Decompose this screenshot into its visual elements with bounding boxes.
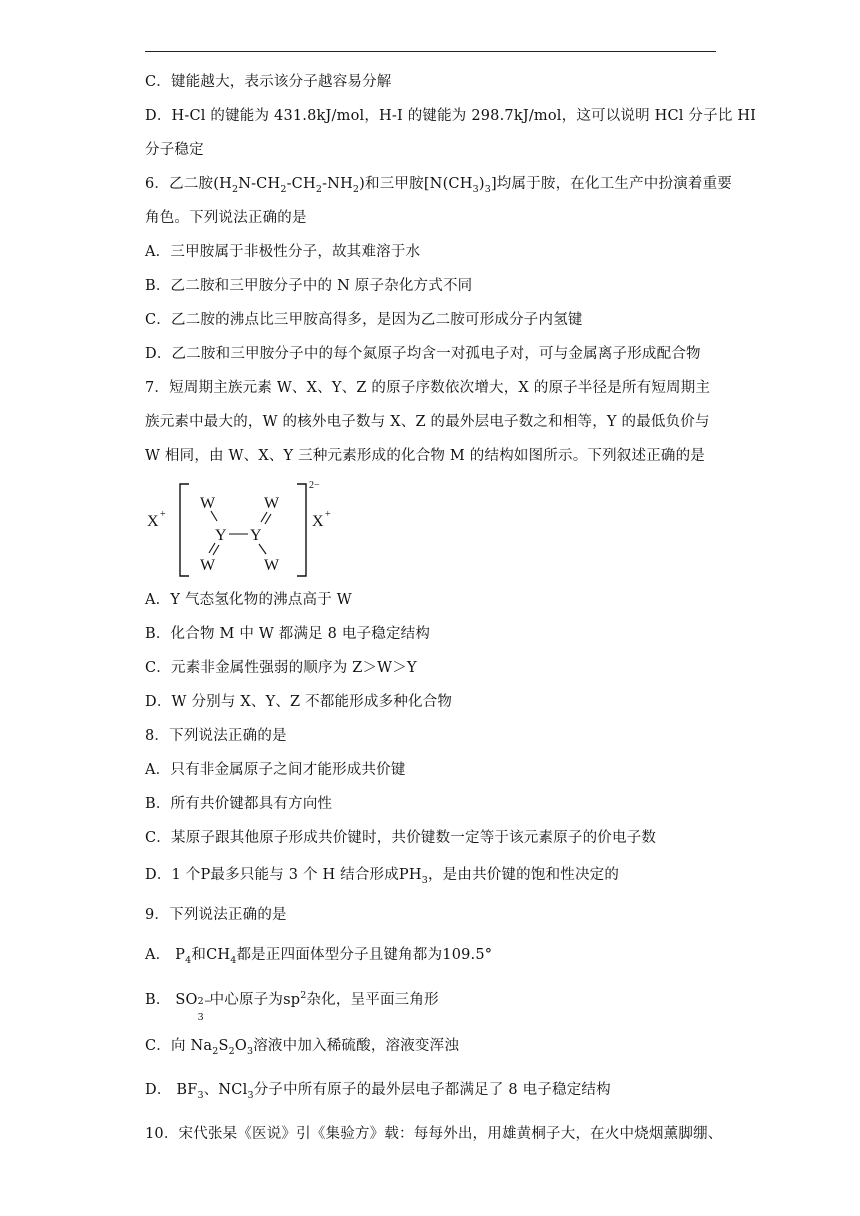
question-7-stem-2: 族元素中最大的，W 的核外电子数与 X、Z 的最外层电子数之和相等，Y 的最低负价与 — [145, 414, 710, 430]
bond-single-bottom-right — [259, 544, 266, 554]
question-7-stem-3: W 相同，由 W、X、Y 三种元素形成的化合物 M 的结构如图所示。下列叙述正确的是 — [145, 448, 705, 464]
y-atom-left: Y — [215, 527, 227, 544]
q9-option-d: D． $BF_3$、NCl$_3$分子中所有原子的最外层电子都满足了 8 电子稳定结构 — [145, 1082, 611, 1101]
q6-option-a: A．三甲胺属于非极性分子，故其难溶于水 — [145, 244, 421, 260]
bond-double-bottom-left-a — [209, 543, 215, 553]
q9-option-b: B． SO 2− 3 中心原子为$sp^2$杂化，呈平面三角形 — [145, 990, 439, 1023]
question-6-stem-continued: 角色。下列说法正确的是 — [145, 210, 307, 226]
q9-option-c: C．向 $Na_2S_2O_3$溶液中加入稀硫酸，溶液变浑浊 — [145, 1038, 460, 1057]
q8-option-b: B．所有共价键都具有方向性 — [145, 796, 333, 812]
right-cation-charge: + — [325, 509, 331, 520]
bond-double-bottom-left-b — [213, 545, 219, 555]
left-cation-symbol: X — [147, 513, 159, 530]
q9-option-a: A． $P_4$和$CH_4$都是正四面体型分子且键角都为109.5° — [145, 947, 493, 966]
q8-option-d: D．1 个P最多只能与 3 个 H 结合形成$PH_3$，是由共价键的饱和性决定的 — [145, 867, 620, 886]
question-8-stem: 8．下列说法正确的是 — [145, 728, 287, 744]
w-atom-bottom-right: W — [264, 557, 280, 574]
left-cation-charge: + — [160, 509, 166, 520]
option-c-line: C．键能越大，表示该分子越容易分解 — [145, 74, 392, 90]
option-d-line: D．H-Cl 的键能为 431.8kJ/mol，H-I 的键能为 298.7kJ/mol，这可以说明 HCl 分子比 HI — [145, 108, 757, 124]
q7-option-d: D．W 分别与 X、Y、Z 不都能形成多种化合物 — [145, 694, 453, 710]
q7-option-a: A．Y 气态氢化物的沸点高于 W — [145, 592, 352, 608]
question-9-stem: 9．下列说法正确的是 — [145, 907, 287, 923]
w-atom-top-left: W — [200, 495, 216, 512]
compound-m-structure — [145, 478, 355, 580]
bond-single-top-left — [211, 511, 217, 521]
bond-double-top-right-b — [265, 514, 271, 524]
y-atom-right: Y — [250, 527, 262, 544]
bond-double-top-right-a — [261, 512, 267, 522]
question-7-stem: 7．短周期主族元素 W、X、Y、Z 的原子序数依次增大，X 的原子半径是所有短周期主 — [145, 380, 711, 396]
left-bracket — [180, 484, 189, 576]
right-bracket — [297, 484, 306, 576]
anion-charge: 2− — [309, 480, 320, 491]
question-10-stem: 10．宋代张杲《医说》引《集验方》载：每每外出，用雄黄桐子大，在火中烧烟薰脚绷、 — [145, 1126, 723, 1142]
right-cation-symbol: X — [312, 513, 324, 530]
q6-option-b: B．乙二胺和三甲胺分子中的 N 原子杂化方式不同 — [145, 278, 473, 294]
question-6-stem: 6．乙二胺$(H_2N-CH_2-CH_2-NH_2)$和三甲胺$[N(CH_3)_3]$均属于胺，在化工生产中扮演着重要 — [145, 176, 732, 195]
q7-option-b: B．化合物 M 中 W 都满足 8 电子稳定结构 — [145, 626, 431, 642]
w-atom-top-right: W — [264, 495, 280, 512]
q6-option-d: D．乙二胺和三甲胺分子中的每个氮原子均含一对孤电子对，可与金属离子形成配合物 — [145, 346, 701, 362]
q7-option-c: C．元素非金属性强弱的顺序为 Z＞W＞Y — [145, 660, 417, 676]
q6-option-c: C．乙二胺的沸点比三甲胺高得多，是因为乙二胺可形成分子内氢键 — [145, 312, 583, 328]
q8-option-c: C．某原子跟其他原子形成共价键时，共价键数一定等于该元素原子的价电子数 — [145, 830, 657, 846]
w-atom-bottom-left: W — [200, 557, 216, 574]
q8-option-a: A．只有非金属原子之间才能形成共价键 — [145, 762, 406, 778]
header-rule — [145, 51, 716, 52]
option-d-continuation: 分子稳定 — [145, 142, 204, 158]
